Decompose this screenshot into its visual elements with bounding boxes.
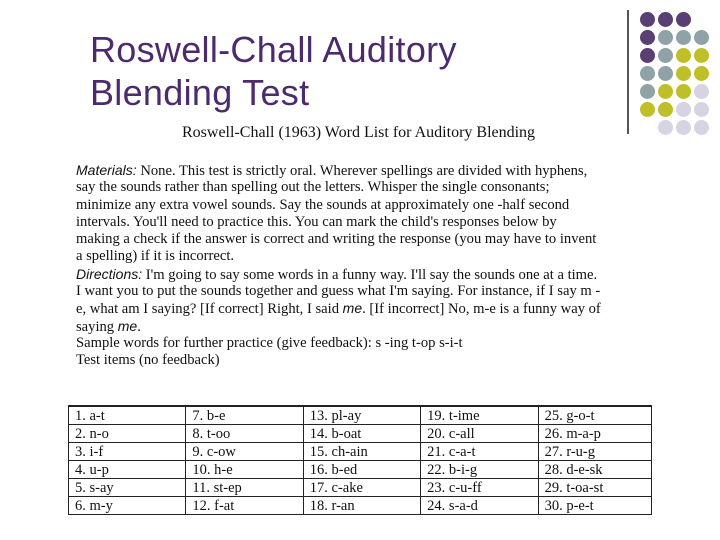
test-item-cell: 1. a-t — [69, 406, 186, 425]
test-item-cell: 14. b-oat — [303, 425, 420, 443]
table-row — [69, 406, 652, 425]
directions-text: I'm going to say some words in a funny way. I'll say the sounds one at a time. — [142, 266, 598, 283]
decorative-dot — [694, 48, 709, 63]
sample-words-line: Sample words for further practice (give feedback): s -ing t-op s-i-t — [76, 334, 463, 351]
test-item-cell: 24. s-a-d — [421, 497, 538, 515]
decorative-dot — [694, 30, 709, 45]
test-item-cell: 19. t-ime — [421, 406, 538, 425]
decorative-dot — [658, 102, 673, 117]
directions-line — [76, 266, 651, 283]
decorative-divider — [627, 10, 629, 134]
materials-line: minimize any extra vowel sounds. Say the sounds at approximately one -half second — [76, 196, 570, 213]
decorative-dot — [658, 66, 673, 81]
table-row — [69, 497, 652, 515]
test-item-cell: 26. m-a-p — [538, 425, 651, 443]
directions-line — [76, 300, 651, 317]
test-item-cell: 18. r-an — [303, 497, 420, 515]
materials-line: intervals. You'll need to practice this. You can mark the child's responses below by — [76, 213, 557, 230]
decorative-dot — [658, 30, 673, 45]
test-item-cell: 17. c-ake — [303, 479, 420, 497]
decorative-dot — [658, 48, 673, 63]
directions-text: . [If incorrect] No, m-e is a funny way of — [362, 301, 601, 318]
decorative-dot — [640, 66, 655, 81]
test-item-cell: 9. c-ow — [186, 443, 303, 461]
materials-text: None. This test is strictly oral. Wherever spellings are divided with hyphens, — [136, 163, 588, 179]
test-item-cell: 13. pl-ay — [303, 406, 420, 425]
decorative-dot — [658, 84, 673, 99]
materials-line: making a check if the answer is correct and writing the response (you may have to invent — [76, 231, 597, 248]
document-heading: Roswell-Chall (1963) Word List for Auditory Blending — [182, 124, 536, 141]
directions-label: Directions: — [76, 265, 143, 282]
decorative-dot — [640, 48, 655, 63]
directions-text: saying — [76, 318, 118, 335]
materials-label: Materials: — [76, 162, 137, 178]
directions-line — [76, 318, 651, 335]
test-item-cell: 29. t-oa-st — [538, 479, 651, 497]
test-item-cell: 22. b-i-g — [421, 461, 538, 479]
test-item-cell: 11. st-ep — [186, 479, 303, 497]
decorative-dot — [640, 84, 655, 99]
slide-title-line-1: Roswell-Chall Auditory — [90, 29, 457, 70]
decorative-dot — [676, 30, 691, 45]
test-item-cell: 5. s-ay — [69, 479, 186, 497]
test-item-cell: 30. p-e-t — [538, 497, 651, 515]
decorative-dot — [640, 12, 655, 27]
test-items-table — [68, 405, 652, 515]
test-item-cell: 10. h-e — [186, 461, 303, 479]
example-word: me — [342, 300, 363, 317]
test-item-cell: 6. m-y — [69, 497, 186, 515]
materials-line: a spelling) if it is incorrect. — [76, 248, 235, 265]
directions-line: I want you to put the sounds together and guess what I'm saying. For instance, if I say m - — [76, 283, 601, 300]
table-row — [69, 443, 652, 461]
test-item-cell: 3. i-f — [69, 443, 186, 461]
test-item-cell: 20. c-all — [421, 425, 538, 443]
example-word: me — [117, 317, 138, 334]
test-item-cell: 27. r-u-g — [538, 443, 651, 461]
test-item-cell: 7. b-e — [186, 406, 303, 425]
test-item-cell: 4. u-p — [69, 461, 186, 479]
test-item-cell: 23. c-u-ff — [421, 479, 538, 497]
directions-text: e, what am I saying? [If correct] Right, I said — [76, 301, 343, 318]
test-item-cell: 25. g-o-t — [538, 406, 651, 425]
materials-line: say the sounds rather than spelling out the letters. Whisper the single consonants; — [76, 179, 550, 196]
materials-line — [76, 162, 651, 179]
decorative-dot — [694, 120, 709, 135]
decorative-dot — [676, 120, 691, 135]
decorative-dot — [676, 102, 691, 117]
decorative-dot — [676, 12, 691, 27]
test-item-cell: 28. d-e-sk — [538, 461, 651, 479]
decorative-dot — [658, 12, 673, 27]
table-row — [69, 425, 652, 443]
decorative-dot — [676, 48, 691, 63]
decorative-dot — [640, 30, 655, 45]
decorative-dot — [694, 102, 709, 117]
test-item-cell: 8. t-oo — [186, 425, 303, 443]
test-item-cell: 15. ch-ain — [303, 443, 420, 461]
test-item-cell: 21. c-a-t — [421, 443, 538, 461]
decorative-dot — [640, 102, 655, 117]
test-items-line: Test items (no feedback) — [76, 352, 220, 369]
decorative-dot — [658, 120, 673, 135]
decorative-dot — [694, 84, 709, 99]
test-item-cell: 12. f-at — [186, 497, 303, 515]
decorative-dot — [676, 84, 691, 99]
slide-title-line-2: Blending Test — [90, 72, 310, 113]
slide-title — [90, 28, 610, 114]
table-row — [69, 461, 652, 479]
decorative-dot — [676, 66, 691, 81]
table-row — [69, 479, 652, 497]
directions-text: . — [137, 318, 141, 335]
test-item-cell: 2. n-o — [69, 425, 186, 443]
document-body — [76, 162, 651, 370]
test-item-cell: 16. b-ed — [303, 461, 420, 479]
decorative-dot — [694, 66, 709, 81]
